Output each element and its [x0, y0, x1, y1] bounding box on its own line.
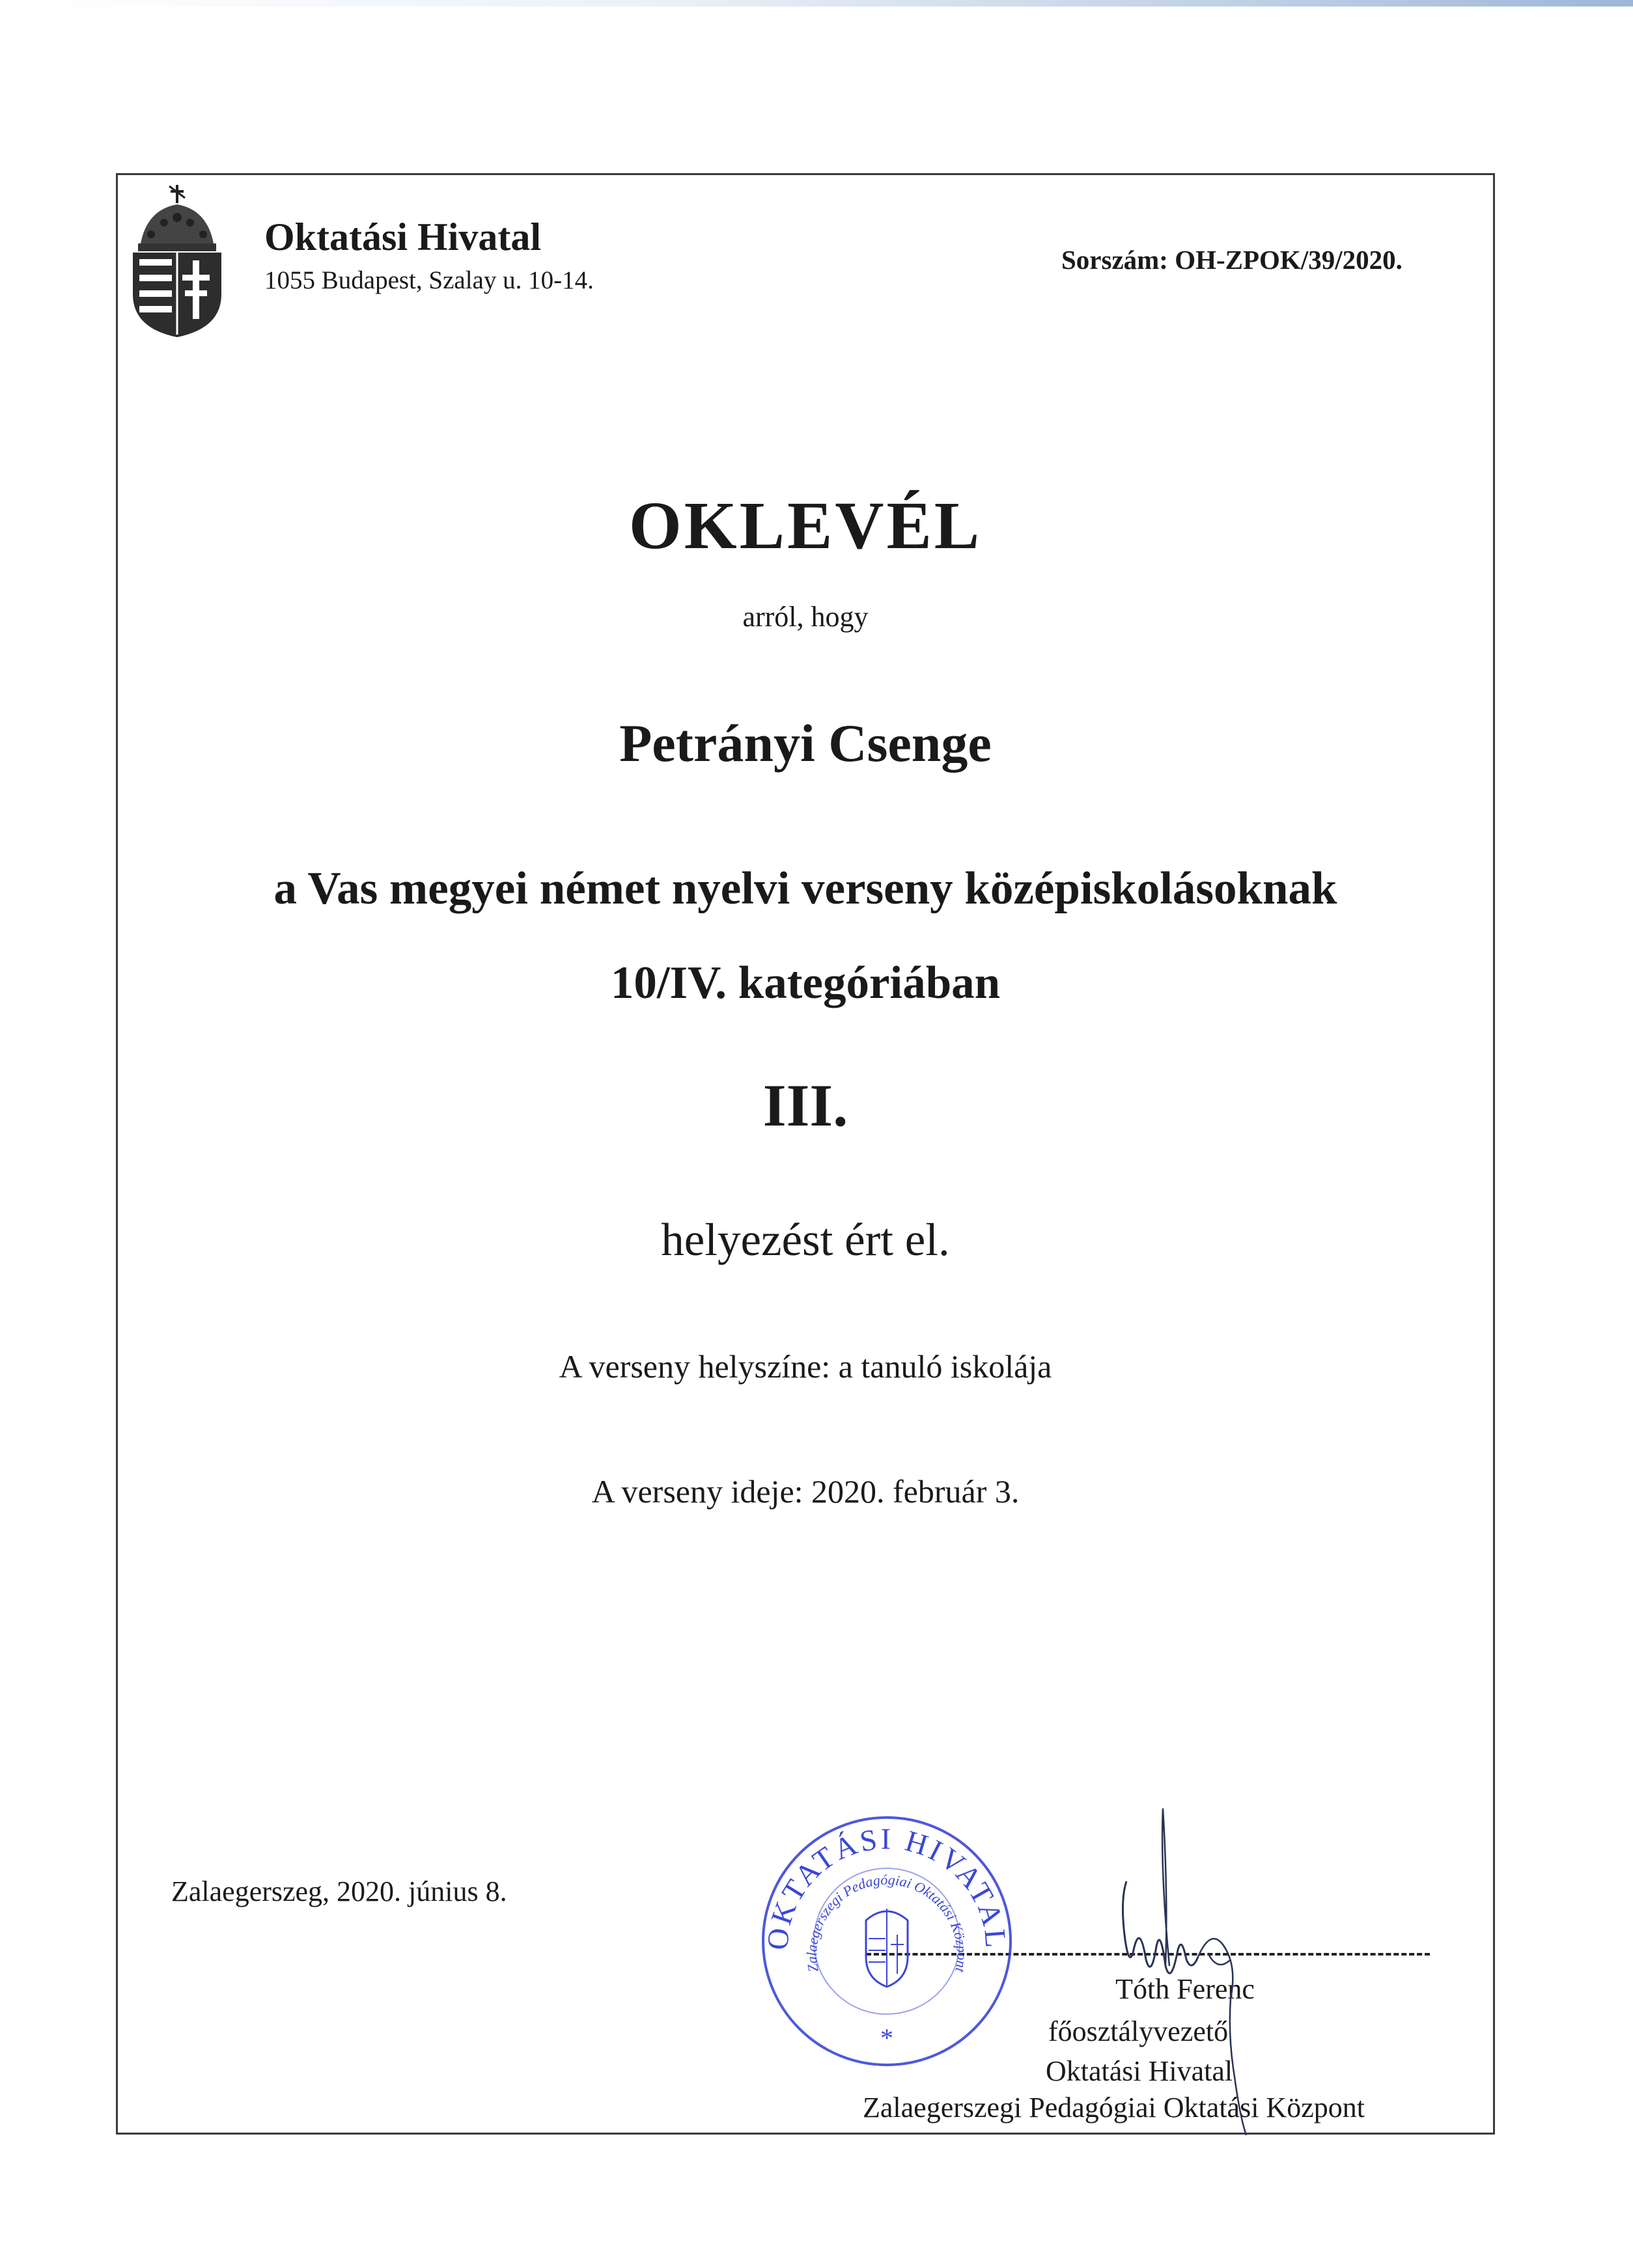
placement-rank: III.	[762, 1072, 848, 1139]
serial-number: Sorszám: OH-ZPOK/39/2020.	[1061, 245, 1403, 275]
svg-text:OKTATÁSI HIVATAL: OKTATÁSI HIVATAL	[761, 1821, 1013, 1952]
handwritten-signature	[1100, 1803, 1289, 2142]
signatory-name: Tóth Ferenc	[1115, 1973, 1255, 2005]
svg-text:*: *	[880, 2023, 893, 2053]
signatory-organization: Oktatási Hivatal	[1046, 2055, 1233, 2087]
competition-name: a Vas megyei német nyelvi verseny középiskolásoknak	[273, 863, 1337, 914]
signatory-department: Zalaegerszegi Pedagógiai Oktatási Központ	[863, 2092, 1365, 2123]
signatory-role: főosztályvezető	[1048, 2015, 1229, 2047]
scan-edge	[0, 0, 1633, 7]
competition-venue: A verseny helyszíne: a tanuló iskolája	[559, 1348, 1052, 1385]
organization-address: 1055 Budapest, Szalay u. 10-14.	[264, 266, 594, 294]
result-text: helyezést ért el.	[661, 1215, 950, 1265]
official-stamp-icon	[757, 1811, 1017, 2071]
competition-date: A verseny ideje: 2020. február 3.	[591, 1473, 1020, 1510]
coat-of-arms-icon	[128, 184, 227, 339]
competition-category: 10/IV. kategóriában	[610, 958, 1001, 1008]
issue-place-date: Zalaegerszeg, 2020. június 8.	[171, 1875, 507, 1907]
recipient-name: Petrányi Csenge	[619, 713, 992, 773]
certificate-title: OKLEVÉL	[628, 488, 983, 563]
certificate-subtitle: arról, hogy	[742, 601, 869, 633]
organization-name: Oktatási Hivatal	[264, 215, 542, 258]
svg-text:Zalaegerszegi Pedagógiai Oktat: Zalaegerszegi Pedagógiai Oktatási Központ	[803, 1871, 971, 1974]
